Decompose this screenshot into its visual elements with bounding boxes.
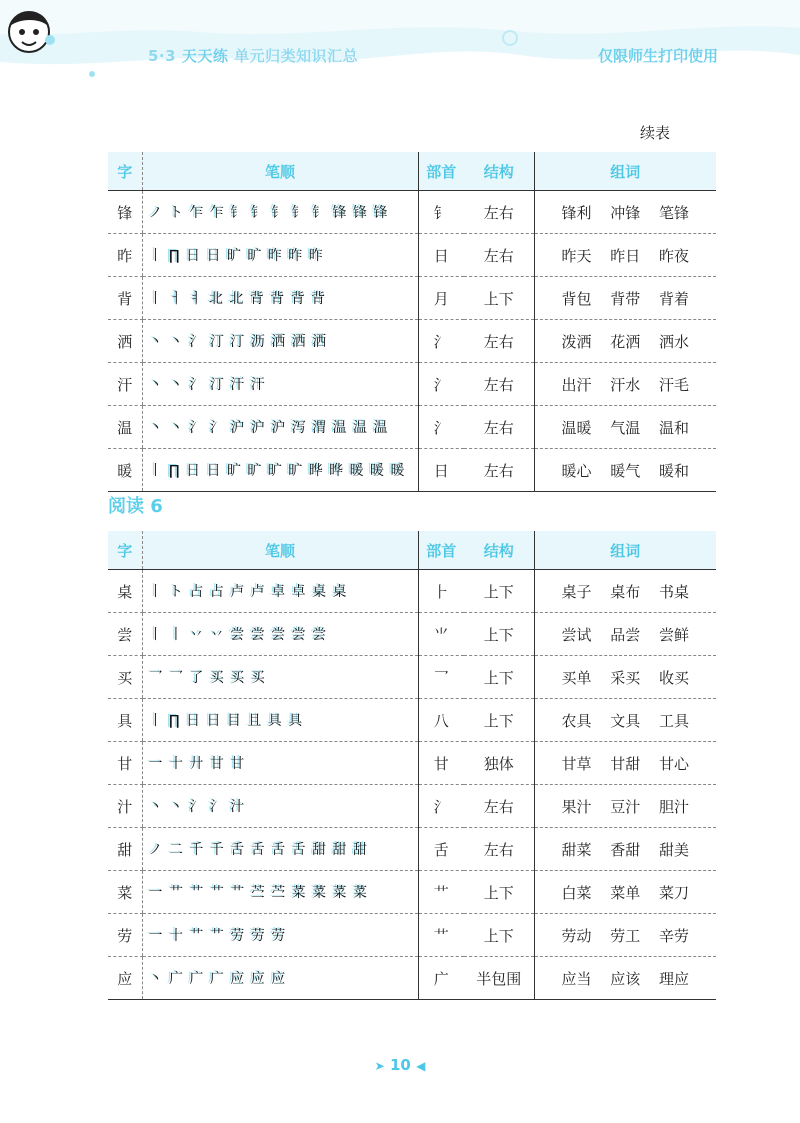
- table-row: [108, 570, 716, 613]
- structure-cell: 左右: [464, 785, 534, 828]
- table-row: [108, 191, 716, 234]
- char-cell: 昨: [108, 234, 142, 277]
- stroke-order-cell: 一 ⺾ ⺾ 艹 艹 苎 苎 菜 菜 菜 菜: [142, 871, 418, 914]
- header-strokes: 笔顺: [142, 531, 418, 570]
- radical-cell: 日: [418, 449, 464, 492]
- radical-cell: 月: [418, 277, 464, 320]
- char-cell: 尝: [108, 613, 142, 656]
- stroke-order-cell: ノ ト 乍 乍 钅 钅 钅 钅 钅 锋 锋 锋: [142, 191, 418, 234]
- header-band: [0, 0, 800, 95]
- char-cell: 锋: [108, 191, 142, 234]
- words-cell: 出汗 汗水 汗毛: [534, 363, 716, 406]
- radical-cell: 乛: [418, 656, 464, 699]
- table-row: [108, 406, 716, 449]
- structure-cell: 上下: [464, 613, 534, 656]
- structure-cell: 左右: [464, 191, 534, 234]
- char-cell: 暖: [108, 449, 142, 492]
- stroke-order-cell: 丨 ∏ 日 日 旷 旷 昨 昨 昨: [142, 234, 418, 277]
- structure-cell: 上下: [464, 914, 534, 957]
- words-cell: 应当 应该 理应: [534, 957, 716, 1000]
- table-row: [108, 234, 716, 277]
- page-number: [0, 1056, 800, 1074]
- header-structure: 结构: [464, 152, 534, 191]
- table-row: [108, 699, 716, 742]
- radical-cell: 氵: [418, 363, 464, 406]
- words-cell: 泼洒 花洒 洒水: [534, 320, 716, 363]
- stroke-order-cell: 乛 乛 了 买 买 买: [142, 656, 418, 699]
- section-title: 阅读 6: [108, 496, 163, 517]
- structure-cell: 上下: [464, 699, 534, 742]
- table-row: [108, 320, 716, 363]
- stroke-order-cell: 丨 丨 丷 丷 尝 尝 尝 尝 尝: [142, 613, 418, 656]
- char-table-reading-6: [108, 531, 716, 1000]
- stroke-order-cell: 丨 ∏ 日 日 旷 旷 旷 旷 晔 晔 暖 暖 暖: [142, 449, 418, 492]
- table-row: [108, 742, 716, 785]
- radical-cell: 氵: [418, 406, 464, 449]
- structure-cell: 左右: [464, 363, 534, 406]
- words-cell: 昨天 昨日 昨夜: [534, 234, 716, 277]
- structure-cell: 左右: [464, 449, 534, 492]
- words-cell: 买单 采买 收买: [534, 656, 716, 699]
- series-subtitle: 单元归类知识汇总: [234, 47, 359, 65]
- table-row: [108, 656, 716, 699]
- series-prefix: 5·3: [148, 47, 177, 65]
- table-row: [108, 613, 716, 656]
- char-cell: 温: [108, 406, 142, 449]
- stroke-order-cell: 一 十 艹 艹 劳 劳 劳: [142, 914, 418, 957]
- stroke-order-cell: 丨 ト 占 占 卢 卢 卓 卓 桌 桌: [142, 570, 418, 613]
- stroke-order-cell: 丶 丶 氵 氵 汁: [142, 785, 418, 828]
- header-radical: 部首: [418, 531, 464, 570]
- words-cell: 暖心 暖气 暖和: [534, 449, 716, 492]
- char-cell: 劳: [108, 914, 142, 957]
- structure-cell: 左右: [464, 828, 534, 871]
- radical-cell: ⺊: [418, 570, 464, 613]
- stroke-order-cell: 一 十 廾 甘 甘: [142, 742, 418, 785]
- structure-cell: 左右: [464, 406, 534, 449]
- radical-cell: 八: [418, 699, 464, 742]
- char-cell: 菜: [108, 871, 142, 914]
- radical-cell: 氵: [418, 320, 464, 363]
- char-cell: 洒: [108, 320, 142, 363]
- words-cell: 白菜 菜单 菜刀: [534, 871, 716, 914]
- table-row: [108, 449, 716, 492]
- words-cell: 甜菜 香甜 甜美: [534, 828, 716, 871]
- structure-cell: 上下: [464, 656, 534, 699]
- stroke-order-cell: 丨 ∏ 日 日 目 且 具 具: [142, 699, 418, 742]
- stroke-order-cell: 丶 丶 氵 氵 沪 沪 沪 泻 渭 温 温 温: [142, 406, 418, 449]
- char-cell: 具: [108, 699, 142, 742]
- radical-cell: 艹: [418, 914, 464, 957]
- char-cell: 买: [108, 656, 142, 699]
- char-cell: 甜: [108, 828, 142, 871]
- words-cell: 桌子 桌布 书桌: [534, 570, 716, 613]
- radical-cell: 日: [418, 234, 464, 277]
- page-number-value: 10: [389, 1056, 411, 1074]
- header-structure: 结构: [464, 531, 534, 570]
- char-table-continued: [108, 152, 716, 492]
- words-cell: 锋利 冲锋 笔锋: [534, 191, 716, 234]
- mascot-icon: [0, 0, 58, 58]
- header-words: 组词: [534, 152, 716, 191]
- radical-cell: 广: [418, 957, 464, 1000]
- radical-cell: 甘: [418, 742, 464, 785]
- structure-cell: 上下: [464, 570, 534, 613]
- series-title: [148, 45, 358, 66]
- stroke-order-cell: 丨 ㅓ ㅕ 北 北 背 背 背 背: [142, 277, 418, 320]
- words-cell: 背包 背带 背着: [534, 277, 716, 320]
- table-row: [108, 828, 716, 871]
- header-char: 字: [108, 152, 142, 191]
- radical-cell: 艹: [418, 871, 464, 914]
- radical-cell: 氵: [418, 785, 464, 828]
- char-cell: 背: [108, 277, 142, 320]
- table-row: [108, 914, 716, 957]
- stroke-order-cell: 丶 丶 氵 汀 汀 沥 洒 洒 洒: [142, 320, 418, 363]
- structure-cell: 独体: [464, 742, 534, 785]
- usage-notice: 仅限师生打印使用: [597, 47, 718, 65]
- structure-cell: 上下: [464, 277, 534, 320]
- table-row: [108, 785, 716, 828]
- words-cell: 尝试 品尝 尝鲜: [534, 613, 716, 656]
- radical-cell: 舌: [418, 828, 464, 871]
- char-cell: 汗: [108, 363, 142, 406]
- header-strokes: 笔顺: [142, 152, 418, 191]
- stroke-order-cell: 丶 广 广 广 应 应 应: [142, 957, 418, 1000]
- table-row: [108, 871, 716, 914]
- table-row: [108, 957, 716, 1000]
- words-cell: 温暖 气温 温和: [534, 406, 716, 449]
- left-arrow-icon: ➤: [374, 1059, 385, 1073]
- header-char: 字: [108, 531, 142, 570]
- words-cell: 甘草 甘甜 甘心: [534, 742, 716, 785]
- header-words: 组词: [534, 531, 716, 570]
- header-radical: 部首: [418, 152, 464, 191]
- words-cell: 劳动 劳工 辛劳: [534, 914, 716, 957]
- structure-cell: 半包围: [464, 957, 534, 1000]
- stroke-order-cell: 丶 丶 氵 汀 汗 汗: [142, 363, 418, 406]
- words-cell: 农具 文具 工具: [534, 699, 716, 742]
- table-header-row: [108, 152, 716, 191]
- structure-cell: 左右: [464, 320, 534, 363]
- words-cell: 果汁 豆汁 胆汁: [534, 785, 716, 828]
- stroke-order-cell: ノ 二 千 千 舌 舌 舌 舌 甜 甜 甜: [142, 828, 418, 871]
- table-row: [108, 363, 716, 406]
- structure-cell: 上下: [464, 871, 534, 914]
- table-header-row: [108, 531, 716, 570]
- continued-label: 续表: [640, 124, 671, 142]
- char-cell: 甘: [108, 742, 142, 785]
- structure-cell: 左右: [464, 234, 534, 277]
- table-row: [108, 277, 716, 320]
- char-cell: 桌: [108, 570, 142, 613]
- radical-cell: ⺌: [418, 613, 464, 656]
- series-name: 天天练: [181, 47, 229, 65]
- char-cell: 汁: [108, 785, 142, 828]
- char-cell: 应: [108, 957, 142, 1000]
- radical-cell: 钅: [418, 191, 464, 234]
- right-arrow-icon: ◀: [416, 1059, 426, 1073]
